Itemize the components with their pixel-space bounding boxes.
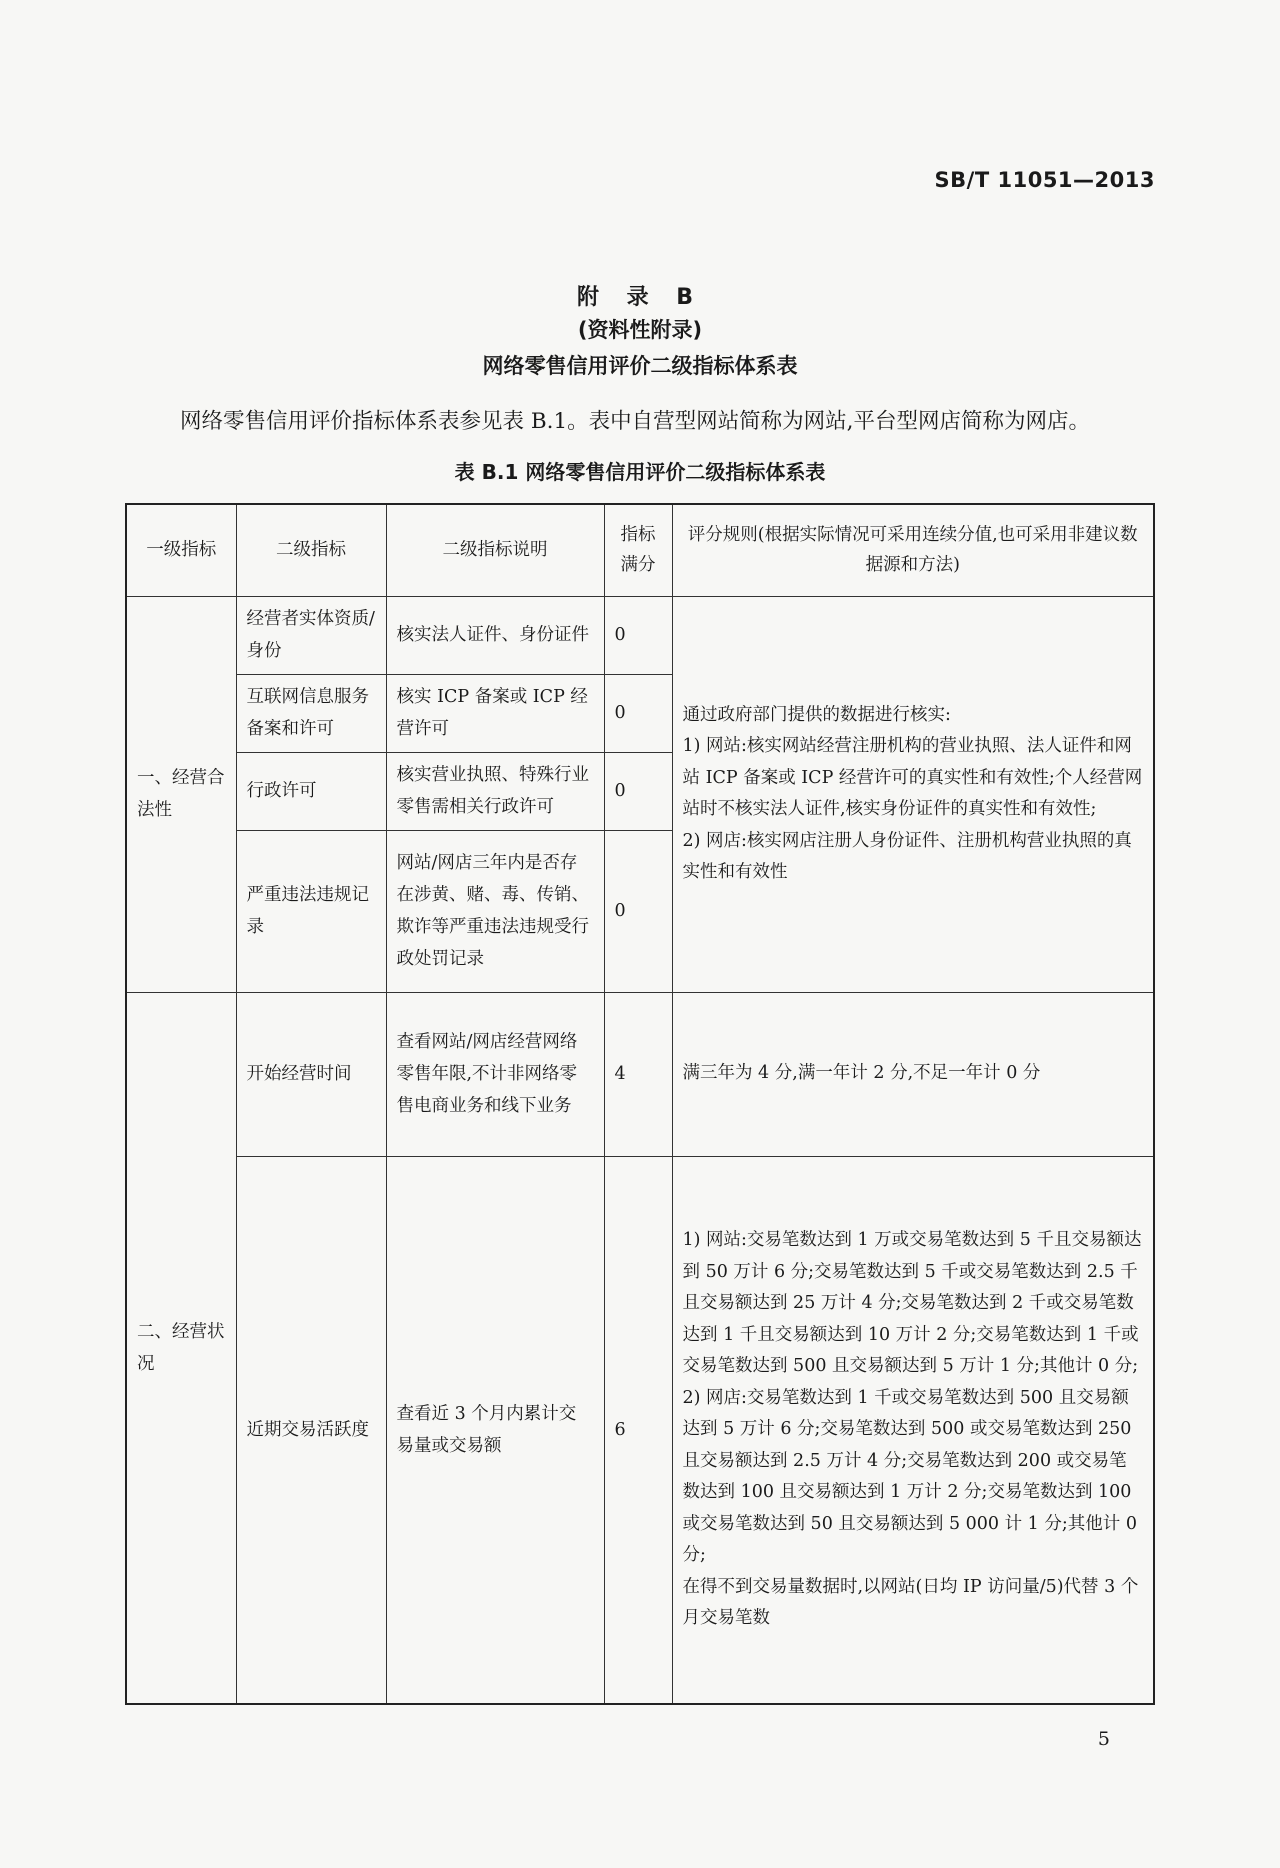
appendix-title: 网络零售信用评价二级指标体系表 [482,354,798,378]
rule-line: 通过政府部门提供的数据进行核实: [682,704,951,725]
cell-l2: 互联网信息服务备案和许可 [236,674,386,752]
cell-desc: 核实法人证件、身份证件 [386,596,604,674]
header-desc: 二级指标说明 [386,504,604,596]
table-title: 表 B.1 网络零售信用评价二级指标体系表 [454,460,826,484]
cell-desc: 网站/网店三年内是否存在涉黄、赌、毒、传销、欺诈等严重违法违规受行政处罚记录 [386,830,604,992]
cell-l2: 行政许可 [236,752,386,830]
appendix-label: 附 录 B [576,285,704,310]
indicator-table [125,503,1155,1705]
rule-line: 1) 网站:交易笔数达到 1 万或交易笔数达到 5 千且交易额达到 50 万计 6 分;交易笔数达到 5 千或交易笔数达到 2.5 千且交易额达到 25 万计 4 分;交易笔数达到 2 千或交易笔数达到 1 千且交易额达到 10 万计 2 分;交易笔数达到 1 千或交易笔数达到 500 且交易额达到 5 万计 1 分;其他计 0 分; [682,1230,1142,1376]
group2-name: 二、经营状况 [126,992,236,1704]
rule-line: 2) 网店:交易笔数达到 1 千或交易笔数达到 500 且交易额达到 5 万计 6 分;交易笔数达到 500 或交易笔数达到 250 且交易额达到 2.5 万计 4 分;交易笔数达到 200 或交易笔数达到 100 且交易额达到 1 万计 2 分;交易笔数达到 100 或交易笔数达到 50 且交易额达到 5 000 计 1 分;其他计 0 分; [682,1387,1137,1565]
cell-score: 0 [604,674,672,752]
rule-line: 1) 网站:核实网站经营注册机构的营业执照、法人证件和网站 ICP 备案或 ICP 经营许可的真实性和有效性;个人经营网站时不核实法人证件,核实身份证件的真实性和有效性; [682,736,1143,819]
document-code: SB/T 11051—2013 [934,168,1155,192]
table-row [126,992,1154,1156]
cell-l2: 近期交易活跃度 [236,1156,386,1704]
header-score: 指标满分 [604,504,672,596]
cell-l2: 开始经营时间 [236,992,386,1156]
table-row [126,596,1154,674]
appendix-note: (资料性附录) [577,318,703,342]
cell-desc: 核实营业执照、特殊行业零售需相关行政许可 [386,752,604,830]
cell-score: 6 [604,1156,672,1704]
cell-score: 0 [604,596,672,674]
group1-rule [672,596,1154,992]
cell-l2: 经营者实体资质/身份 [236,596,386,674]
cell-desc: 查看网站/网店经营网络零售年限,不计非网络零售电商业务和线下业务 [386,992,604,1156]
group1-name: 一、经营合法性 [126,596,236,992]
header-l2: 二级指标 [236,504,386,596]
intro-paragraph: 网络零售信用评价指标体系表参见表 B.1。表中自营型网站简称为网站,平台型网店简称为网店。 [180,409,1090,434]
cell-score: 0 [604,830,672,992]
rule-line: 2) 网店:核实网店注册人身份证件、注册机构营业执照的真实性和有效性 [682,830,1132,882]
cell-desc: 核实 ICP 备案或 ICP 经营许可 [386,674,604,752]
header-rule: 评分规则(根据实际情况可采用连续分值,也可采用非建议数据源和方法) [672,504,1154,596]
cell-score: 0 [604,752,672,830]
rule-line: 在得不到交易量数据时,以网站(日均 IP 访问量/5)代替 3 个月交易笔数 [682,1576,1139,1628]
cell-score: 4 [604,992,672,1156]
cell-l2: 严重违法违规记录 [236,830,386,992]
rule-line: 满三年为 4 分,满一年计 2 分,不足一年计 0 分 [682,1063,1041,1084]
cell-rule [672,1156,1154,1704]
page-number: 5 [1097,1728,1110,1750]
table-header-row [126,504,1154,596]
header-l1: 一级指标 [126,504,236,596]
cell-desc: 查看近 3 个月内累计交易量或交易额 [386,1156,604,1704]
table-row [126,1156,1154,1704]
cell-rule [672,992,1154,1156]
